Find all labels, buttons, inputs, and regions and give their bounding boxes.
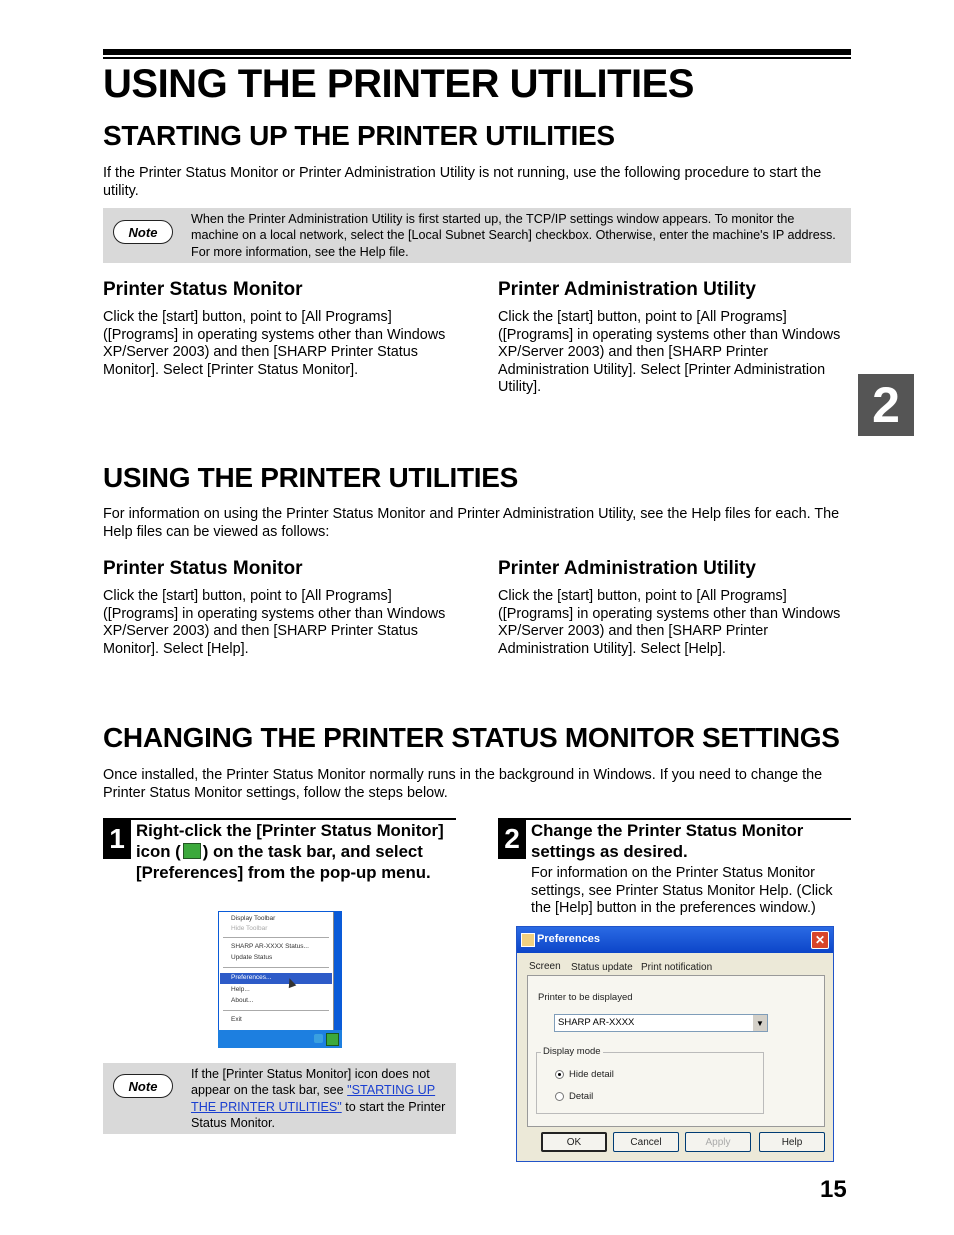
note-box-2	[103, 1063, 456, 1134]
dialog-title: Preferences	[537, 933, 600, 945]
chapter-tab: 2	[858, 374, 914, 436]
ok-button[interactable]: OK	[541, 1132, 607, 1152]
apply-button[interactable]: Apply	[685, 1132, 751, 1152]
menu-item-update-status[interactable]: Update Status	[231, 954, 273, 961]
tab-print-notification[interactable]: Print notification	[641, 962, 713, 973]
link-starting-up[interactable]: "STARTING UP THE PRINTER UTILITIES"	[191, 1083, 436, 1114]
section2-left-heading: Printer Status Monitor	[103, 558, 303, 579]
close-icon[interactable]: ✕	[811, 931, 829, 949]
section1-right-heading: Printer Administration Utility	[498, 279, 756, 300]
section1-left-heading: Printer Status Monitor	[103, 279, 303, 300]
note-text-2: If the [Printer Status Monitor] icon does not appear on the task bar, see "STARTING UP THE PRINTER UTILITIES" to start the Printer Status Monitor.	[191, 1067, 446, 1130]
menu-item-exit[interactable]: Exit	[231, 1016, 242, 1023]
note-icon: Note	[113, 1074, 173, 1098]
help-button[interactable]: Help	[759, 1132, 825, 1152]
cancel-button[interactable]: Cancel	[613, 1132, 679, 1152]
step1-rule	[103, 818, 456, 820]
tab-screen[interactable]: Screen	[529, 961, 561, 972]
chevron-down-icon[interactable]: ▼	[753, 1015, 767, 1031]
radio-hide-detail[interactable]	[555, 1070, 564, 1079]
menu-item-status[interactable]: SHARP AR-XXXX Status...	[231, 943, 309, 950]
menu-item-display-toolbar[interactable]: Display Toolbar	[231, 915, 276, 922]
section3-intro: Once installed, the Printer Status Monitor normally runs in the background in Windows. If you need to change the Printer Status Monitor settings, follow the steps below.	[103, 767, 823, 801]
menu-item-preferences[interactable]: Preferences...	[231, 974, 272, 981]
radio-detail[interactable]	[555, 1092, 564, 1101]
note-icon: Note	[113, 220, 173, 244]
display-mode-group	[536, 1046, 764, 1114]
radio-detail-label: Detail	[569, 1091, 594, 1102]
section1-heading: STARTING UP THE PRINTER UTILITIES	[103, 120, 615, 151]
printer-label: Printer to be displayed	[538, 992, 633, 1003]
tray-icon-status-monitor[interactable]	[326, 1033, 339, 1046]
top-rule-thin	[103, 57, 851, 59]
printer-select-value: SHARP AR-XXXX	[558, 1017, 635, 1028]
taskbar-tray	[218, 1030, 342, 1048]
printer-select[interactable]	[554, 1014, 768, 1032]
step2-number: 2	[498, 819, 526, 859]
menu-separator	[223, 1010, 329, 1011]
menu-item-about[interactable]: About...	[231, 997, 254, 1004]
menu-item-help[interactable]: Help...	[231, 986, 250, 993]
display-mode-label: Display mode	[543, 1046, 601, 1057]
step1-heading: Right-click the [Printer Status Monitor] icon ( ) on the task bar, and select [Preferences] from the pop-up menu.	[136, 821, 444, 882]
status-monitor-tray-icon	[183, 843, 201, 859]
context-menu	[219, 912, 334, 1031]
section2-right-text: Click the [start] button, point to [All Programs] ([Programs] in operating systems other than Windows XP/Server 2003) and then [SHARP Printer Administration Utility]. Select [Help].	[498, 588, 841, 657]
step2-text: For information on the Printer Status Monitor settings, see Printer Status Monitor Help. (Click the [Help] button in the preferences window.)	[531, 865, 833, 916]
section2-right-heading: Printer Administration Utility	[498, 558, 756, 579]
step1-number: 1	[103, 819, 131, 859]
step2-rule	[498, 818, 851, 820]
section1-intro: If the Printer Status Monitor or Printer Administration Utility is not running, use the following procedure to start the utility.	[103, 165, 822, 199]
tab-status-update[interactable]: Status update	[571, 962, 633, 973]
context-menu-screenshot	[218, 911, 342, 1048]
note-box-1	[103, 208, 851, 263]
tab-panel	[527, 975, 825, 1127]
dialog-titlebar	[517, 927, 833, 953]
section2-intro: For information on using the Printer Status Monitor and Printer Administration Utility, see the Help files for each. The Help files can be viewed as follows:	[103, 506, 840, 540]
step2-heading: Change the Printer Status Monitor settings as desired.	[531, 821, 804, 861]
section3-heading: CHANGING THE PRINTER STATUS MONITOR SETTINGS	[103, 722, 840, 753]
section2-left-text: Click the [start] button, point to [All Programs] ([Programs] in operating systems other than Windows XP/Server 2003) and then [SHARP Printer Status Monitor]. Select [Help].	[103, 588, 446, 657]
preferences-dialog-screenshot	[516, 926, 834, 1162]
section1-right-text: Click the [start] button, point to [All Programs] ([Programs] in operating systems other than Windows XP/Server 2003) and then [SHARP Printer Administration Utility]. Select [Printer Administration Utility].	[498, 309, 841, 395]
menu-separator	[223, 937, 329, 938]
section1-left-text: Click the [start] button, point to [All Programs] ([Programs] in operating systems other than Windows XP/Server 2003) and then [SHARP Printer Status Monitor]. Select [Printer Status Monitor].	[103, 309, 446, 378]
app-icon	[521, 933, 535, 947]
menu-item-hide-toolbar[interactable]: Hide Toolbar	[231, 925, 268, 932]
tray-icon-network	[314, 1034, 323, 1043]
page-title: USING THE PRINTER UTILITIES	[103, 62, 694, 106]
section2-heading: USING THE PRINTER UTILITIES	[103, 462, 519, 493]
page-number: 15	[820, 1176, 847, 1203]
top-rule-thick	[103, 49, 851, 55]
menu-separator	[223, 967, 329, 968]
radio-hide-detail-label: Hide detail	[569, 1069, 614, 1080]
note-text-1: When the Printer Administration Utility is first started up, the TCP/IP settings window appears. To monitor the machine on a local network, select the [Local Subnet Search] checkbox. Otherwise, enter the machine's IP address. For more information, see the Help file.	[191, 212, 836, 259]
